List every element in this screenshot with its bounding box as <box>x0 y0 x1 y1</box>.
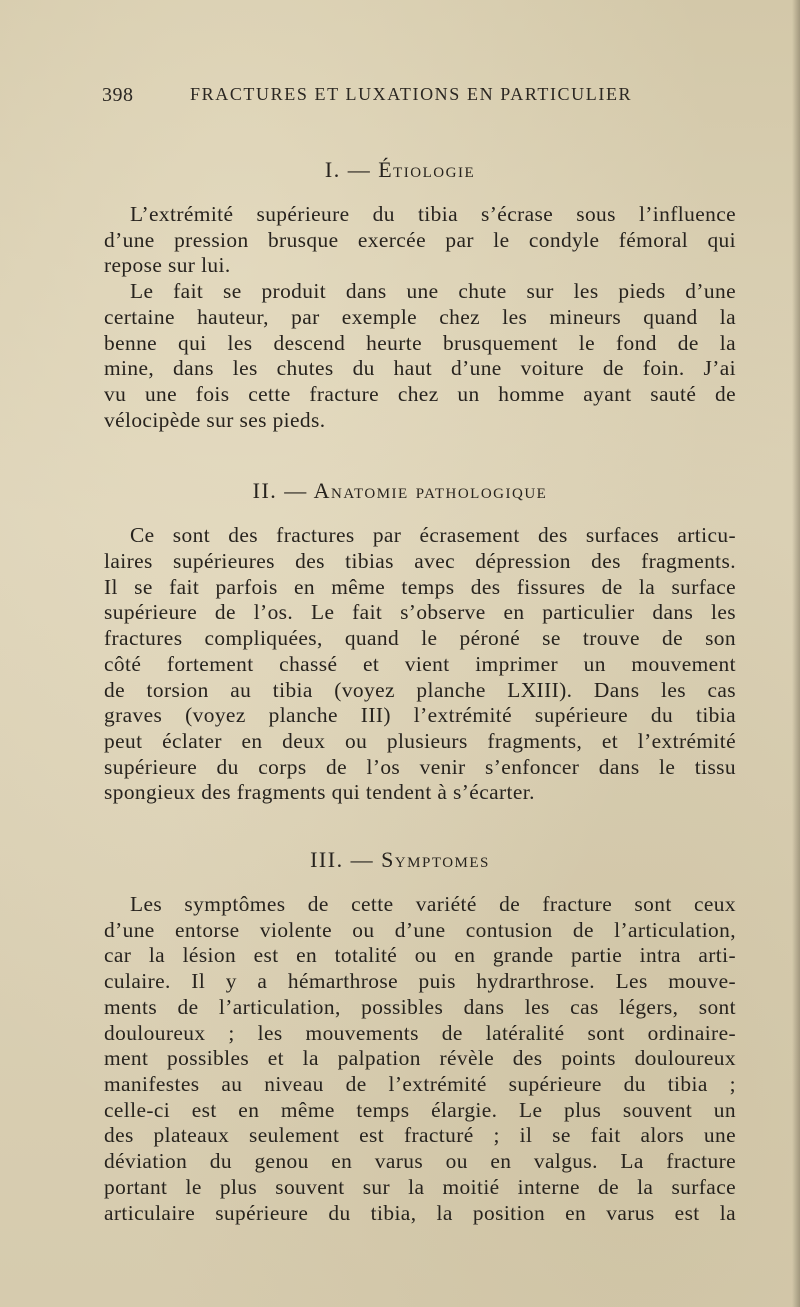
text-line: de torsion au tibia (voyez planche LXIII). Dans les cas <box>104 677 736 702</box>
paragraph <box>104 523 736 806</box>
paragraph <box>104 892 736 1226</box>
text-line: celle-ci est en même temps élargie. Le plus souvent un <box>104 1097 736 1122</box>
text-line: mine, dans les chutes du haut d’une voiture de foin. J’ai <box>104 356 736 381</box>
text-line: graves (voyez planche III) l’extrémité supérieure du tibia <box>104 703 736 728</box>
paragraph <box>104 202 736 279</box>
text-line: car la lésion est en totalité ou en grande partie intra arti- <box>104 943 736 968</box>
section-heading-anatomie-pathologique: II. — Anatomie pathologique <box>252 478 548 504</box>
text-line: supérieure du corps de l’os venir s’enfoncer dans le tissu <box>104 754 736 779</box>
text-line: des plateaux seulement est fracturé ; il se fait alors une <box>104 1123 736 1148</box>
text-line: benne qui les descend heurte brusquement le fond de la <box>104 330 736 355</box>
section-heading-etiologie: I. — Étiologie <box>324 157 476 182</box>
text-line: douloureux ; les mouvements de latéralité sont ordinaire- <box>104 1020 736 1045</box>
text-line: spongieux des fragments qui tendent à s’écarter. <box>104 780 535 805</box>
text-line: fractures compliquées, quand le péroné se trouve de son <box>104 626 736 651</box>
text-line: ments de l’articulation, possibles dans les cas légers, sont <box>104 994 736 1019</box>
text-line: supérieure de l’os. Le fait s’observe en particulier dans les <box>104 600 736 625</box>
text-line: Le fait se produit dans une chute sur les pieds d’une <box>130 279 736 304</box>
paragraph <box>104 279 736 433</box>
text-line: laires supérieures des tibias avec dépression des fragments. <box>104 549 736 574</box>
text-line: ment possibles et la palpation révèle des points douloureux <box>104 1046 736 1071</box>
text-line: portant le plus souvent sur la moitié interne de la surface <box>104 1174 736 1199</box>
text-line: d’une pression brusque exercée par le condyle fémoral qui <box>104 227 736 252</box>
page-number: 398 <box>102 84 134 106</box>
text-line: Il se fait parfois en même temps des fissures de la surface <box>104 574 736 599</box>
text-line: culaire. Il y a hémarthrose puis hydrarthrose. Les mouve- <box>104 969 736 994</box>
text-line: certaine hauteur, par exemple chez les mineurs quand la <box>104 304 736 329</box>
text-line: Les symptômes de cette variété de fracture sont ceux <box>130 892 736 917</box>
text-line: déviation du genou en varus ou en valgus. La fracture <box>104 1149 736 1174</box>
running-header <box>102 84 682 114</box>
text-line: peut éclater en deux ou plusieurs fragments, et l’extrémité <box>104 728 736 753</box>
text-line: vu une fois cette fracture chez un homme ayant sauté de <box>104 381 736 406</box>
text-line: vélocipède sur ses pieds. <box>104 407 326 432</box>
page-edge-shadow <box>792 0 800 1307</box>
text-line: Ce sont des fractures par écrasement des surfaces articu- <box>130 523 736 548</box>
page-body <box>104 150 736 1226</box>
running-title: FRACTURES ET LUXATIONS EN PARTICULIER <box>190 84 633 104</box>
section-heading-symptomes: III. — Symptomes <box>310 847 490 873</box>
text-line: manifestes au niveau de l’extrémité supérieure du tibia ; <box>104 1071 736 1096</box>
text-line: repose sur lui. <box>104 253 231 278</box>
text-line: articulaire supérieure du tibia, la position en varus est la <box>104 1200 736 1225</box>
text-line: L’extrémité supérieure du tibia s’écrase sous l’influence <box>130 202 736 226</box>
text-line: d’une entorse violente ou d’une contusion de l’articulation, <box>104 917 736 942</box>
text-line: côté fortement chassé et vient imprimer un mouvement <box>104 651 736 676</box>
